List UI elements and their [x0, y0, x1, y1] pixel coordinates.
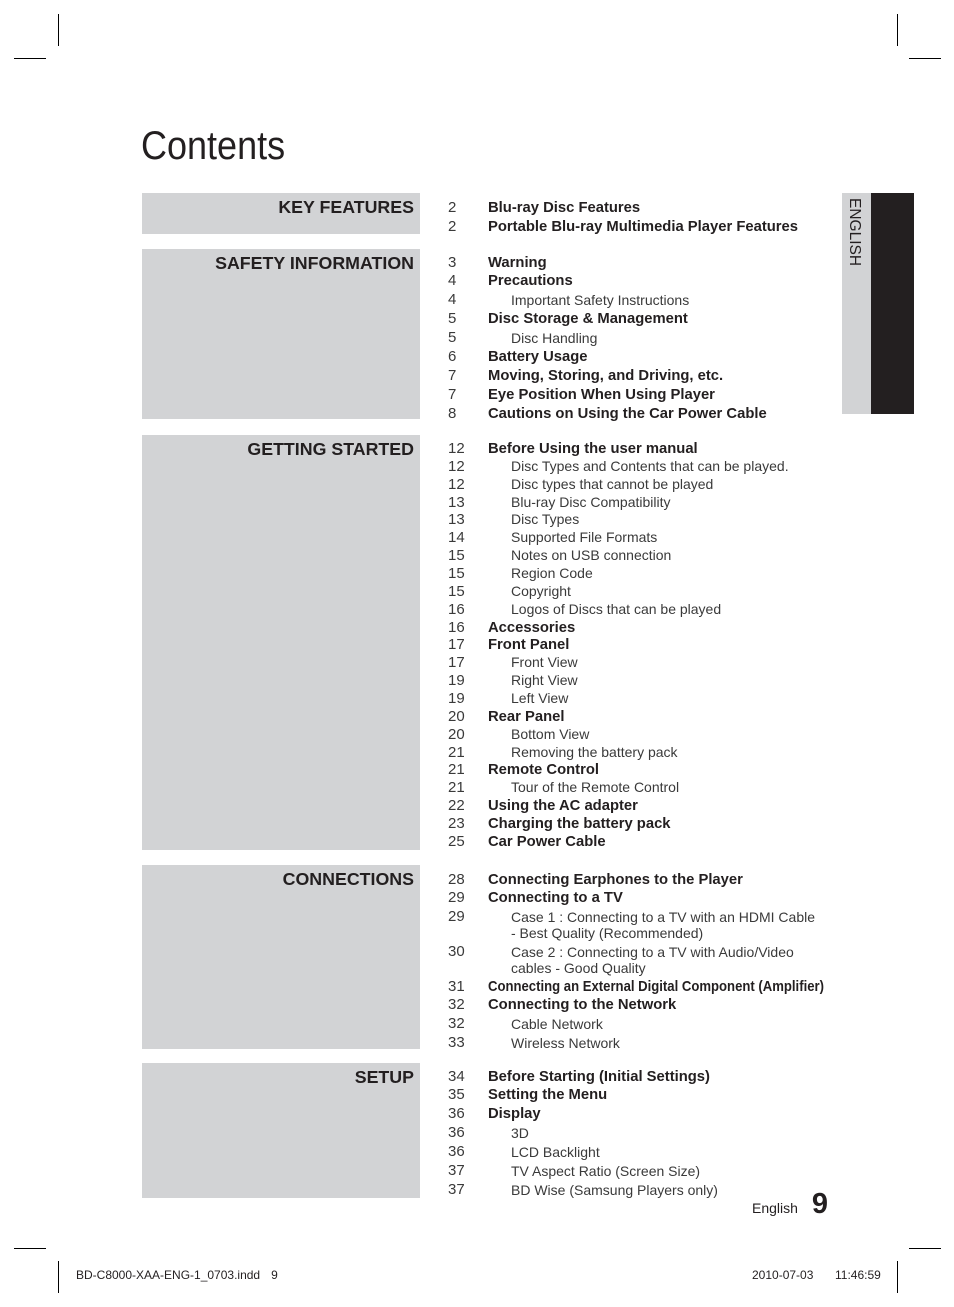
toc-page-number: 37 [448, 1161, 465, 1179]
toc-entry [448, 1181, 718, 1200]
toc-entry [448, 779, 789, 797]
crop-mark [58, 1261, 59, 1293]
toc-page-number: 13 [448, 511, 465, 529]
crop-mark [58, 14, 59, 46]
toc-entry [448, 511, 789, 529]
language-tab [842, 193, 914, 414]
page-footer [752, 1190, 828, 1219]
toc-entry [448, 978, 867, 997]
slug-date: 2010-07-03 [752, 1268, 814, 1282]
toc-entry [448, 708, 789, 726]
page-number: 9 [811, 1188, 829, 1220]
toc-entry [448, 272, 767, 291]
toc-entry [448, 198, 798, 217]
toc-page-number: 12 [448, 475, 465, 493]
toc-page-number: 31 [448, 977, 465, 995]
toc-page-number: 12 [448, 440, 465, 457]
toc-subheading: Cable Network [511, 1016, 603, 1033]
toc-subheading: Disc Types [511, 511, 580, 528]
toc-subheading: Notes on USB connection [511, 547, 672, 564]
toc-heading: Front Panel [488, 637, 570, 654]
toc-entry [448, 744, 789, 762]
toc-entry [448, 1086, 718, 1105]
crop-mark [14, 1248, 46, 1249]
toc-page-number: 5 [448, 329, 457, 347]
toc-entry [448, 996, 867, 1015]
toc-heading: Portable Blu-ray Multimedia Player Features [488, 218, 799, 235]
section-safety-information [142, 249, 832, 422]
crop-mark [14, 58, 46, 59]
toc-heading: Cautions on Using the Car Power Cable [488, 405, 767, 422]
toc-heading: Car Power Cable [488, 833, 606, 850]
toc-entry [448, 797, 789, 815]
toc-heading: Before Starting (Initial Settings) [488, 1068, 710, 1085]
toc-entry [448, 367, 767, 386]
toc-page-number: 21 [448, 779, 465, 797]
toc-subheading: Copyright [511, 582, 571, 599]
toc-subheading [511, 943, 794, 977]
section-setup [142, 1063, 832, 1198]
toc-heading: Remote Control [488, 762, 599, 779]
section-panel [142, 249, 420, 419]
toc-page-number: 15 [448, 547, 465, 565]
toc-entry [448, 908, 867, 943]
toc-page-number: 21 [448, 743, 465, 761]
toc-subheading: Region Code [511, 565, 593, 582]
toc-entry [448, 1034, 867, 1053]
toc-subheading: Disc types that cannot be played [511, 475, 714, 492]
toc-page-number: 7 [448, 366, 457, 384]
toc-heading: Setting the Menu [488, 1087, 608, 1104]
page-title: Contents [141, 124, 286, 168]
toc-list [448, 440, 789, 851]
toc-entry [448, 386, 767, 405]
toc-entry [448, 1015, 867, 1034]
toc-heading: Connecting Earphones to the Player [488, 871, 743, 888]
toc-subheading: Left View [511, 690, 569, 707]
toc-entry [448, 547, 789, 565]
toc-subheading: Front View [511, 654, 578, 671]
crop-mark [897, 1261, 898, 1293]
toc-subheading: Blu-ray Disc Compatibility [511, 493, 671, 510]
toc-page-number: 16 [448, 618, 465, 636]
toc-page-number: 20 [448, 707, 465, 725]
toc-page-number: 17 [448, 654, 465, 672]
toc-page-number: 36 [448, 1105, 465, 1123]
toc-page-number: 7 [448, 385, 457, 403]
toc-page-number: 23 [448, 815, 465, 833]
toc-entry [448, 726, 789, 744]
toc-entry [448, 690, 789, 708]
toc-entry [448, 871, 867, 890]
toc-subheading: LCD Backlight [511, 1143, 600, 1160]
toc-entry-line: - Best Quality (Recommended) [511, 925, 704, 942]
toc-list [448, 198, 798, 236]
toc-entry [448, 348, 767, 367]
toc-entry [448, 654, 789, 672]
toc-entry-line: cables - Good Quality [511, 960, 646, 977]
toc-entry [448, 601, 789, 619]
toc-page-number: 15 [448, 582, 465, 600]
toc-page-number: 32 [448, 1015, 465, 1033]
section-connections [142, 865, 832, 1049]
toc-entry [448, 329, 767, 348]
toc-list [448, 871, 867, 1053]
toc-subheading: Logos of Discs that can be played [511, 600, 722, 617]
toc-page-number: 4 [448, 291, 457, 309]
toc-page-number: 22 [448, 797, 465, 815]
toc-page-number: 6 [448, 347, 457, 365]
toc-subheading [511, 908, 815, 942]
toc-entry [448, 672, 789, 690]
toc-subheading: Wireless Network [511, 1034, 620, 1051]
toc-heading: Blu-ray Disc Features [488, 199, 641, 216]
toc-heading: Precautions [488, 273, 573, 290]
toc-subheading: Disc Handling [511, 330, 598, 347]
toc-heading: Display [488, 1106, 541, 1123]
toc-heading: Using the AC adapter [488, 798, 638, 815]
toc-heading: Charging the battery pack [488, 816, 671, 833]
toc-heading: Disc Storage & Management [488, 311, 688, 328]
toc-page-number: 36 [448, 1124, 465, 1142]
section-panel [142, 865, 420, 1049]
toc-entry [448, 889, 867, 908]
section-getting-started [142, 435, 832, 850]
toc-entry [448, 529, 789, 547]
toc-heading: Moving, Storing, and Driving, etc. [488, 367, 724, 384]
crop-mark [909, 58, 941, 59]
toc-page-number: 13 [448, 493, 465, 511]
toc-subheading: Bottom View [511, 725, 590, 742]
toc-page-number: 17 [448, 636, 465, 654]
toc-page-number: 15 [448, 565, 465, 583]
toc-entry [448, 405, 767, 424]
toc-subheading: TV Aspect Ratio (Screen Size) [511, 1162, 701, 1179]
toc-page-number: 19 [448, 672, 465, 690]
section-title: SAFETY INFORMATION [215, 253, 414, 273]
toc-subheading: Removing the battery pack [511, 743, 678, 760]
toc-entry [448, 636, 789, 654]
toc-page-number: 30 [448, 943, 465, 961]
toc-subheading: Supported File Formats [511, 529, 658, 546]
toc-page-number: 28 [448, 870, 465, 888]
toc-heading: Battery Usage [488, 348, 588, 365]
toc-subheading: Important Safety Instructions [511, 292, 690, 309]
toc-list [448, 254, 767, 424]
section-title: CONNECTIONS [282, 869, 414, 889]
toc-list [448, 1068, 718, 1200]
toc-heading: Warning [488, 254, 547, 271]
toc-entry [448, 254, 767, 273]
section-title: SETUP [354, 1067, 414, 1087]
toc-heading: Accessories [488, 619, 576, 636]
toc-subheading: 3D [511, 1125, 529, 1142]
language-tab-dark-band [871, 193, 914, 414]
toc-entry [448, 1143, 718, 1162]
toc-entry [448, 1124, 718, 1143]
toc-page-number: 8 [448, 404, 457, 422]
footer-language: English [752, 1200, 798, 1216]
toc-entry [448, 815, 789, 833]
toc-page-number: 12 [448, 457, 465, 475]
toc-heading: Rear Panel [488, 708, 565, 725]
toc-entry-line: Case 1 : Connecting to a TV with an HDMI Cable [511, 909, 816, 926]
toc-entry [448, 583, 789, 601]
toc-entry [448, 310, 767, 329]
toc-page-number: 37 [448, 1180, 465, 1198]
toc-page-number: 2 [448, 198, 457, 216]
slug-time: 11:46:59 [835, 1268, 881, 1282]
toc-heading: Connecting to the Network [488, 997, 677, 1014]
toc-page-number: 35 [448, 1086, 465, 1104]
section-key-features [142, 193, 832, 234]
toc-entry [448, 494, 789, 512]
toc-page-number: 14 [448, 529, 465, 547]
section-title: GETTING STARTED [247, 439, 414, 459]
toc-entry [448, 476, 789, 494]
toc-subheading: BD Wise (Samsung Players only) [511, 1181, 718, 1198]
toc-subheading: Right View [511, 672, 578, 689]
toc-page-number: 29 [448, 889, 465, 907]
toc-entry [448, 1162, 718, 1181]
toc-entry-line: Case 2 : Connecting to a TV with Audio/Video [511, 944, 794, 961]
toc-heading: Connecting to a TV [488, 890, 623, 907]
toc-heading: Eye Position When Using Player [488, 386, 715, 403]
toc-subheading: Tour of the Remote Control [511, 779, 680, 796]
toc-entry [448, 761, 789, 779]
toc-heading: Before Using the user manual [488, 441, 698, 457]
toc-entry [448, 291, 767, 310]
toc-page-number: 34 [448, 1067, 465, 1085]
toc-page-number: 2 [448, 217, 457, 235]
crop-mark [909, 1248, 941, 1249]
toc-entry [448, 619, 789, 637]
toc-page-number: 32 [448, 996, 465, 1014]
language-tab-label: ENGLISH [846, 198, 863, 267]
toc-entry [448, 833, 789, 851]
toc-page-number: 20 [448, 725, 465, 743]
toc-entry [448, 565, 789, 583]
toc-page-number: 36 [448, 1142, 465, 1160]
toc-page-number: 21 [448, 761, 465, 779]
toc-page-number: 4 [448, 272, 457, 290]
toc-page-number: 33 [448, 1033, 465, 1051]
toc-page-number: 29 [448, 908, 465, 926]
toc-entry [448, 943, 867, 978]
slug-page: 9 [271, 1268, 278, 1282]
toc-entry [448, 458, 789, 476]
toc-entry [448, 440, 789, 458]
toc-subheading: Disc Types and Contents that can be played. [511, 457, 789, 474]
toc-page-number: 16 [448, 600, 465, 618]
toc-page-number: 25 [448, 832, 465, 850]
section-panel [142, 435, 420, 850]
section-title: KEY FEATURES [278, 197, 414, 217]
toc-entry [448, 1105, 718, 1124]
toc-page-number: 3 [448, 253, 457, 271]
toc-entry [448, 217, 798, 236]
print-slug-file [76, 1268, 278, 1282]
slug-filename: BD-C8000-XAA-ENG-1_0703.indd [76, 1268, 261, 1282]
toc-page-number: 5 [448, 310, 457, 328]
toc-heading: Connecting an External Digital Component (Amplifier) [488, 978, 824, 995]
toc-page-number: 19 [448, 690, 465, 708]
crop-mark [897, 14, 898, 46]
toc-entry [448, 1068, 718, 1087]
